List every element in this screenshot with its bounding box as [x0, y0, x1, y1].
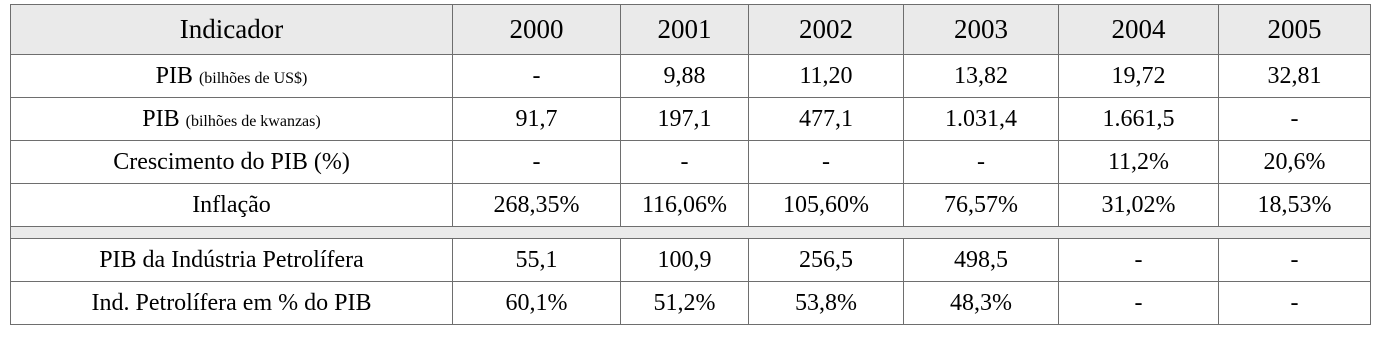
table-cell: -	[1219, 282, 1371, 325]
table-cell: 1.031,4	[904, 98, 1059, 141]
table-cell: -	[904, 141, 1059, 184]
table-row	[11, 141, 1371, 184]
table-cell: 55,1	[453, 239, 621, 282]
table-cell: 105,60%	[749, 184, 904, 227]
table-cell: -	[453, 55, 621, 98]
table-cell: 197,1	[621, 98, 749, 141]
row-label: Ind. Petrolífera em % do PIB	[11, 282, 453, 325]
table-cell: 19,72	[1059, 55, 1219, 98]
table-cell: 268,35%	[453, 184, 621, 227]
table-cell: -	[1219, 98, 1371, 141]
header-year: 2005	[1219, 5, 1371, 55]
row-unit: (bilhões de US$)	[198, 69, 308, 87]
table-cell: -	[1059, 239, 1219, 282]
header-indicador: Indicador	[11, 5, 453, 55]
table-row	[11, 282, 1371, 325]
table-cell: 477,1	[749, 98, 904, 141]
row-label: PIB da Indústria Petrolífera	[11, 239, 453, 282]
table-cell: 498,5	[904, 239, 1059, 282]
header-year: 2003	[904, 5, 1059, 55]
table-cell: -	[1059, 282, 1219, 325]
table-cell: 91,7	[453, 98, 621, 141]
separator-cell	[11, 227, 1371, 239]
table-cell: 11,2%	[1059, 141, 1219, 184]
header-year: 2000	[453, 5, 621, 55]
row-label	[11, 55, 453, 98]
table-cell: 13,82	[904, 55, 1059, 98]
header-year: 2004	[1059, 5, 1219, 55]
table-cell: 18,53%	[1219, 184, 1371, 227]
table-cell: 32,81	[1219, 55, 1371, 98]
table-row	[11, 239, 1371, 282]
table-cell: 48,3%	[904, 282, 1059, 325]
row-label	[11, 98, 453, 141]
table-cell: 76,57%	[904, 184, 1059, 227]
table-cell: 31,02%	[1059, 184, 1219, 227]
table-cell: 256,5	[749, 239, 904, 282]
row-label: Inflação	[11, 184, 453, 227]
header-year: 2001	[621, 5, 749, 55]
table-cell: 53,8%	[749, 282, 904, 325]
table-cell: 60,1%	[453, 282, 621, 325]
table-cell: -	[749, 141, 904, 184]
row-label-text: PIB	[142, 105, 180, 132]
table-row	[11, 55, 1371, 98]
table-cell: 20,6%	[1219, 141, 1371, 184]
table-cell: -	[621, 141, 749, 184]
header-year: 2002	[749, 5, 904, 55]
table-cell: 116,06%	[621, 184, 749, 227]
table-cell: -	[453, 141, 621, 184]
row-unit: (bilhões de kwanzas)	[185, 112, 321, 130]
table-cell: 1.661,5	[1059, 98, 1219, 141]
economic-indicators-table	[10, 4, 1371, 325]
table-cell: -	[1219, 239, 1371, 282]
table-header-row	[11, 5, 1371, 55]
table-cell: 9,88	[621, 55, 749, 98]
indicators-table-container	[10, 4, 1371, 325]
table-row	[11, 98, 1371, 141]
table-row	[11, 184, 1371, 227]
row-label-text: PIB	[155, 62, 193, 89]
table-cell: 11,20	[749, 55, 904, 98]
row-label: Crescimento do PIB (%)	[11, 141, 453, 184]
table-cell: 51,2%	[621, 282, 749, 325]
table-cell: 100,9	[621, 239, 749, 282]
separator-row	[11, 227, 1371, 239]
